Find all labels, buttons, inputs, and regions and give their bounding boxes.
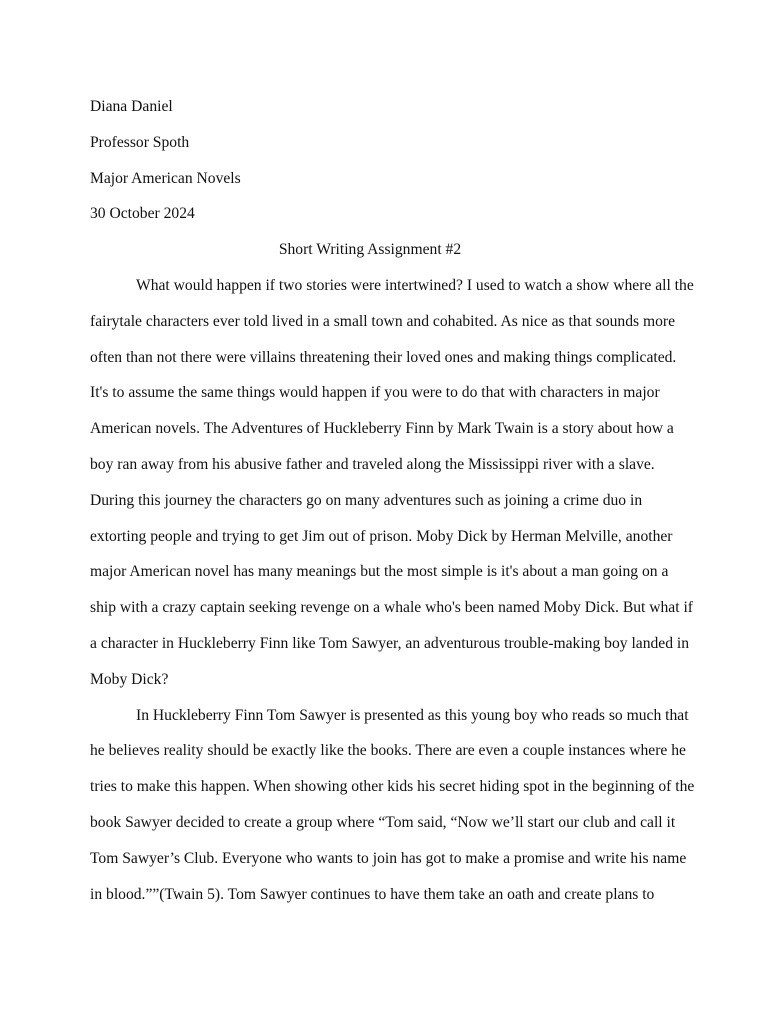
paragraph-line: tries to make this happen. When showing other kids his secret hiding spot in the beginning of the — [90, 778, 695, 796]
paragraph-line: Moby Dick? — [90, 670, 169, 688]
paragraph-line: in blood.””(Twain 5). Tom Sawyer continues to have them take an oath and create plans to — [90, 885, 655, 903]
professor-name: Professor Spoth — [90, 133, 190, 151]
paragraph-line: a character in Huckleberry Finn like Tom Sawyer, an adventurous trouble-making boy landed in — [90, 634, 690, 652]
document-body — [90, 89, 695, 912]
paragraph-line: book Sawyer decided to create a group where “Tom said, “Now we’ll start our club and call it — [90, 813, 676, 831]
paragraph-line: boy ran away from his abusive father and traveled along the Mississippi river with a slave. — [90, 455, 655, 473]
paragraph-line: major American novel has many meanings but the most simple is it's about a man going on a — [90, 563, 669, 581]
paragraph-line: American novels. The Adventures of Huckleberry Finn by Mark Twain is a story about how a — [90, 420, 674, 438]
paragraph-line: often than not there were villains threatening their loved ones and making things complicated. — [90, 348, 677, 366]
paragraph-1 — [90, 268, 694, 698]
paragraph-2 — [90, 698, 695, 913]
paragraph-line: During this journey the characters go on many adventures such as joining a crime duo in — [90, 491, 643, 509]
document-title: Short Writing Assignment #2 — [278, 241, 462, 259]
paragraph-line: What would happen if two stories were intertwined? I used to watch a show where all the — [136, 276, 694, 294]
paragraph-line: extorting people and trying to get Jim out of prison. Moby Dick by Herman Melville, another — [90, 527, 673, 545]
assignment-date: 30 October 2024 — [90, 205, 195, 223]
paragraph-line: he believes reality should be exactly like the books. There are even a couple instances where he — [90, 742, 686, 760]
paragraph-line: It's to assume the same things would happen if you were to do that with characters in major — [90, 384, 660, 402]
paragraph-line: ship with a crazy captain seeking revenge on a whale who's been named Moby Dick. But what if — [90, 599, 693, 617]
paragraph-line: Tom Sawyer’s Club. Everyone who wants to join has got to make a promise and write his name — [90, 849, 687, 867]
course-name: Major American Novels — [90, 169, 241, 187]
paragraph-line: In Huckleberry Finn Tom Sawyer is presented as this young boy who reads so much that — [136, 706, 689, 724]
student-name: Diana Daniel — [90, 98, 173, 115]
paragraph-line: fairytale characters ever told lived in a small town and cohabited. As nice as that sounds more — [90, 312, 676, 330]
